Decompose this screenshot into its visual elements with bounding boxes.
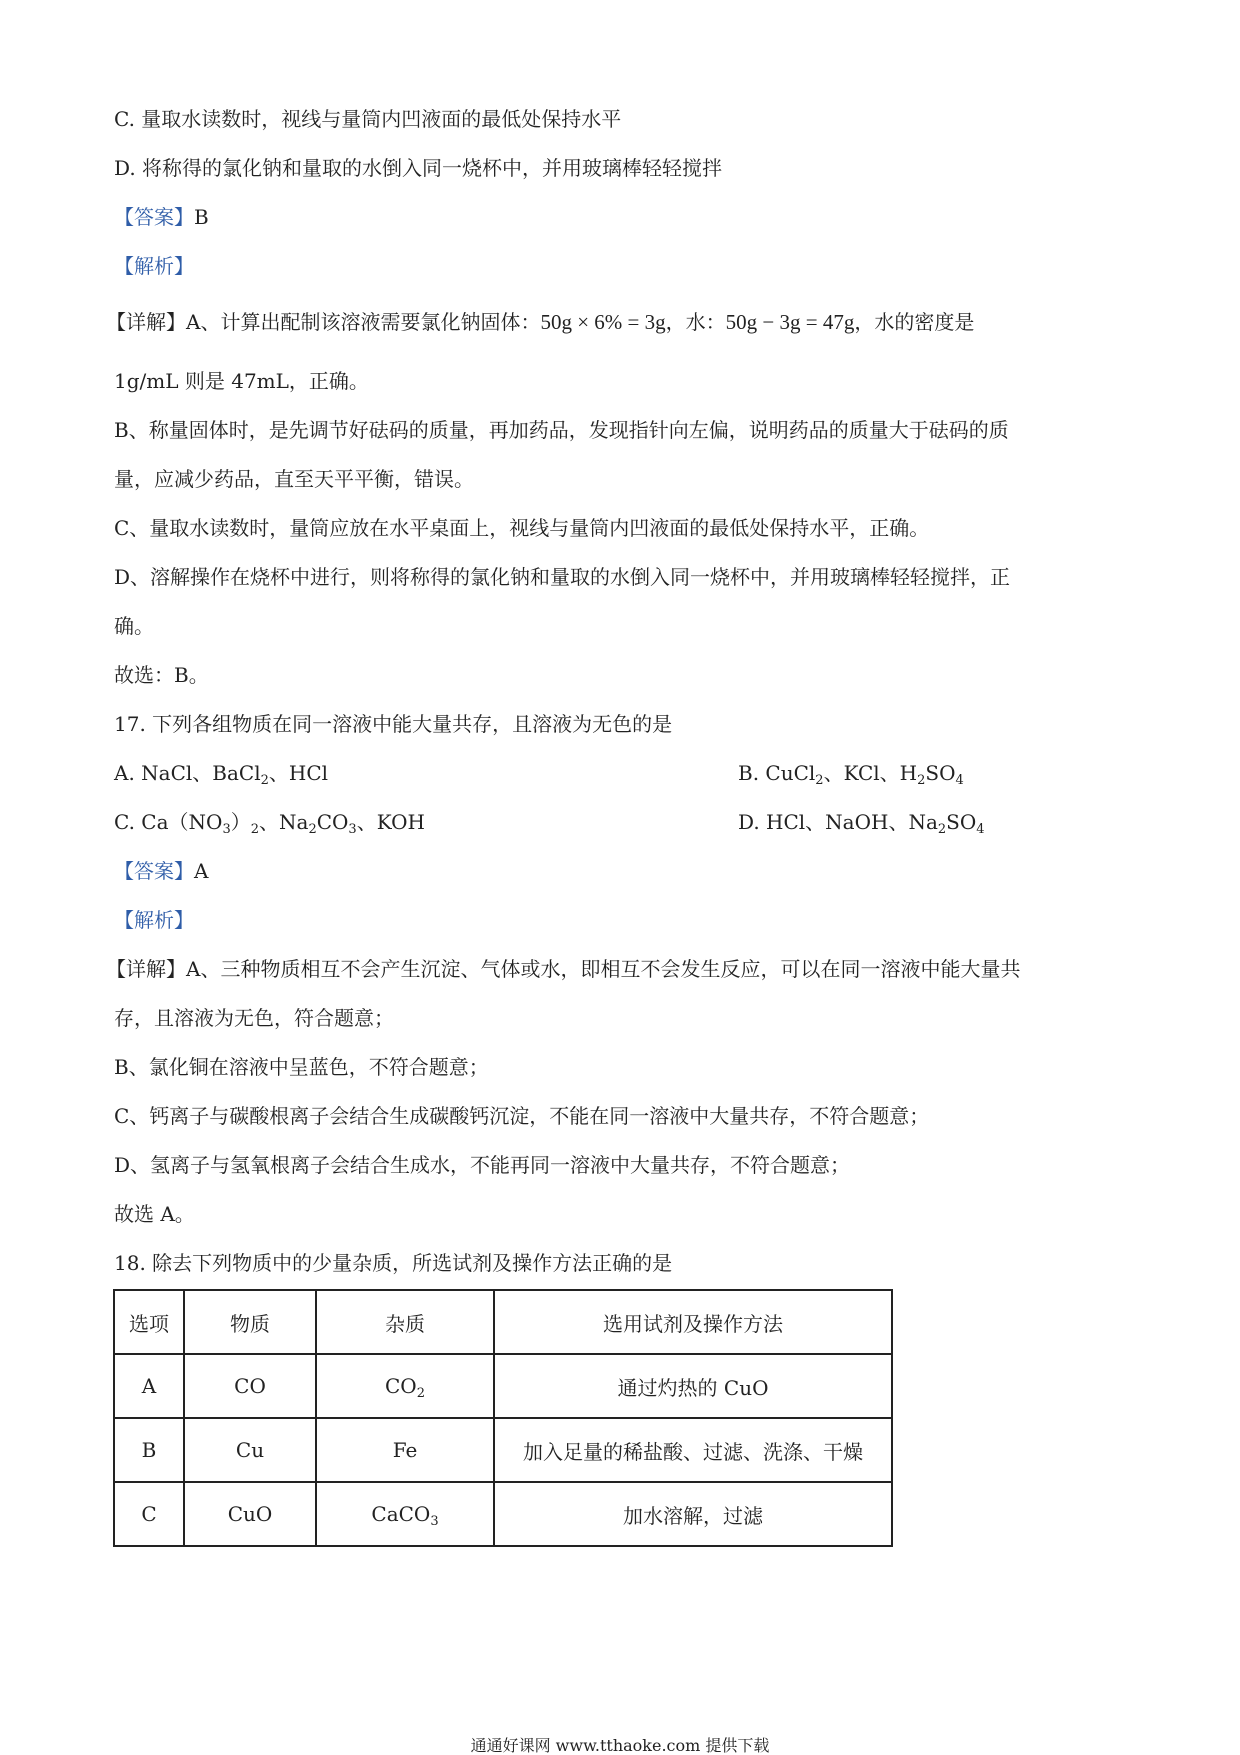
q16-detail-c: C、量取水读数时，量筒应放在水平桌面上，视线与量筒内凹液面的最低处保持水平，正确。 [114, 516, 930, 540]
option-text: CO [316, 810, 349, 834]
subscript: 3 [348, 822, 357, 837]
cell-method: 通过灼热的 CuO [494, 1354, 892, 1418]
formula-nacl-mass: 50g × 6% = 3g [540, 310, 666, 334]
cell-method: 加水溶解，过滤 [494, 1482, 892, 1546]
cell-impurity [316, 1482, 494, 1546]
q17-option-c [114, 810, 425, 837]
q17-options-row1 [114, 760, 964, 788]
q17-detail-a2: 存，且溶液为无色，符合题意； [114, 1006, 394, 1030]
q17-option-d [738, 809, 985, 835]
cell-impurity [316, 1418, 494, 1482]
answer-tag: 【答案】 [114, 859, 194, 883]
detail-text: ，水： [665, 310, 726, 334]
subscript: 3 [222, 822, 231, 837]
detail-tag: 【详解】 [106, 957, 186, 981]
table-header-row [114, 1290, 892, 1354]
cell-substance: CuO [184, 1482, 316, 1546]
option-text: 、KCl、H [823, 761, 918, 785]
detail-text: A、三种物质相互不会产生沉淀、气体或水，即相互不会发生反应，可以在同一溶液中能大量共 [186, 957, 1021, 981]
q18-question: 18. 除去下列物质中的少量杂质，所选试剂及操作方法正确的是 [114, 1251, 673, 1275]
header-method: 选用试剂及操作方法 [494, 1290, 892, 1354]
q17-options-row2 [114, 809, 985, 837]
q16-detail-b1: B、称量固体时，是先调节好砝码的质量，再加药品，发现指针向左偏，说明药品的质量大于砝码的质 [114, 418, 1009, 442]
cell-impurity [316, 1354, 494, 1418]
answer-tag: 【答案】 [114, 205, 194, 229]
option-d-text: D. 将称得的氯化钠和量取的水倒入同一烧杯中，并用玻璃棒轻轻搅拌 [114, 156, 723, 180]
header-option: 选项 [114, 1290, 184, 1354]
subscript: 2 [416, 1386, 425, 1401]
q17-analysis-tag [114, 907, 194, 933]
subscript: 2 [308, 822, 317, 837]
option-text: SO [925, 761, 956, 785]
answer-value: B [194, 205, 209, 229]
option-text: D. HCl、NaOH、Na [738, 810, 938, 834]
q17-question: 17. 下列各组物质在同一溶液中能大量共存，且溶液为无色的是 [114, 712, 673, 736]
option-text: 、Na [259, 810, 309, 834]
subscript: 2 [917, 773, 926, 788]
option-text: ） [230, 810, 251, 834]
header-impurity: 杂质 [316, 1290, 494, 1354]
subscript: 2 [260, 773, 269, 788]
q17-detail-b: B、氯化铜在溶液中呈蓝色，不符合题意； [114, 1055, 489, 1079]
option-c-text: C. 量取水读数时，视线与量筒内凹液面的最低处保持水平 [114, 107, 622, 131]
subscript: 4 [955, 773, 964, 788]
option-text: 、KOH [356, 810, 425, 834]
formula-text: Fe [392, 1438, 418, 1462]
q17-option-a [114, 761, 329, 788]
q17-option-b [738, 760, 964, 786]
detail-text: ，水的密度是 [854, 310, 975, 334]
table-row [114, 1482, 892, 1546]
cell-option: A [114, 1354, 184, 1418]
q17-answer [114, 858, 208, 884]
q17-detail-a1 [106, 956, 1020, 982]
subscript: 2 [937, 822, 947, 837]
cell-substance: CO [184, 1354, 316, 1418]
q16-answer [114, 204, 209, 230]
option-text: A. NaCl、BaCl [114, 761, 261, 785]
subscript: 3 [430, 1514, 439, 1529]
subscript: 4 [976, 822, 985, 837]
formula-text: CaCO [371, 1502, 431, 1526]
q17-detail-c: C、钙离子与碳酸根离子会结合生成碳酸钙沉淀，不能在同一溶液中大量共存，不符合题意； [114, 1104, 930, 1128]
detail-text: A、计算出配制该溶液需要氯化钠固体： [186, 310, 541, 334]
q16-conclusion: 故选：B。 [114, 663, 209, 687]
subscript: 2 [815, 773, 824, 788]
cell-option: B [114, 1418, 184, 1482]
option-text: 、HCl [268, 761, 329, 785]
page-footer: 通通好课网 www.tthaoke.com 提供下载 [470, 1736, 770, 1755]
cell-substance: Cu [184, 1418, 316, 1482]
q16-analysis-tag [114, 253, 194, 279]
q16-detail-d2: 确。 [114, 614, 154, 638]
q17-detail-d: D、氢离子与氢氧根离子会结合生成水，不能再同一溶液中大量共存，不符合题意； [114, 1153, 851, 1177]
q16-detail-a-cont: 1g/mL 则是 47mL，正确。 [114, 369, 369, 393]
option-text: SO [946, 810, 977, 834]
formula-water-mass: 50g − 3g = 47g [725, 310, 855, 334]
subscript: 2 [250, 822, 259, 837]
option-text: C. Ca（NO [114, 810, 223, 834]
q16-detail-d1: D、溶解操作在烧杯中进行，则将称得的氯化钠和量取的水倒入同一烧杯中，并用玻璃棒轻轻搅拌，正 [114, 565, 1011, 589]
cell-option: C [114, 1482, 184, 1546]
q18-options-table [113, 1289, 893, 1547]
header-substance: 物质 [184, 1290, 316, 1354]
q16-detail-a [106, 309, 974, 335]
table-row [114, 1418, 892, 1482]
table-row [114, 1354, 892, 1418]
answer-value: A [194, 859, 209, 883]
detail-tag: 【详解】 [106, 310, 186, 334]
analysis-tag: 【解析】 [114, 908, 194, 932]
analysis-tag: 【解析】 [114, 254, 194, 278]
q17-conclusion: 故选 A。 [114, 1202, 195, 1226]
q16-detail-b2: 量，应减少药品，直至天平平衡，错误。 [114, 467, 474, 491]
formula-text: CO [385, 1374, 417, 1398]
option-text: B. CuCl [738, 761, 816, 785]
cell-method: 加入足量的稀盐酸、过滤、洗涤、干燥 [494, 1418, 892, 1482]
